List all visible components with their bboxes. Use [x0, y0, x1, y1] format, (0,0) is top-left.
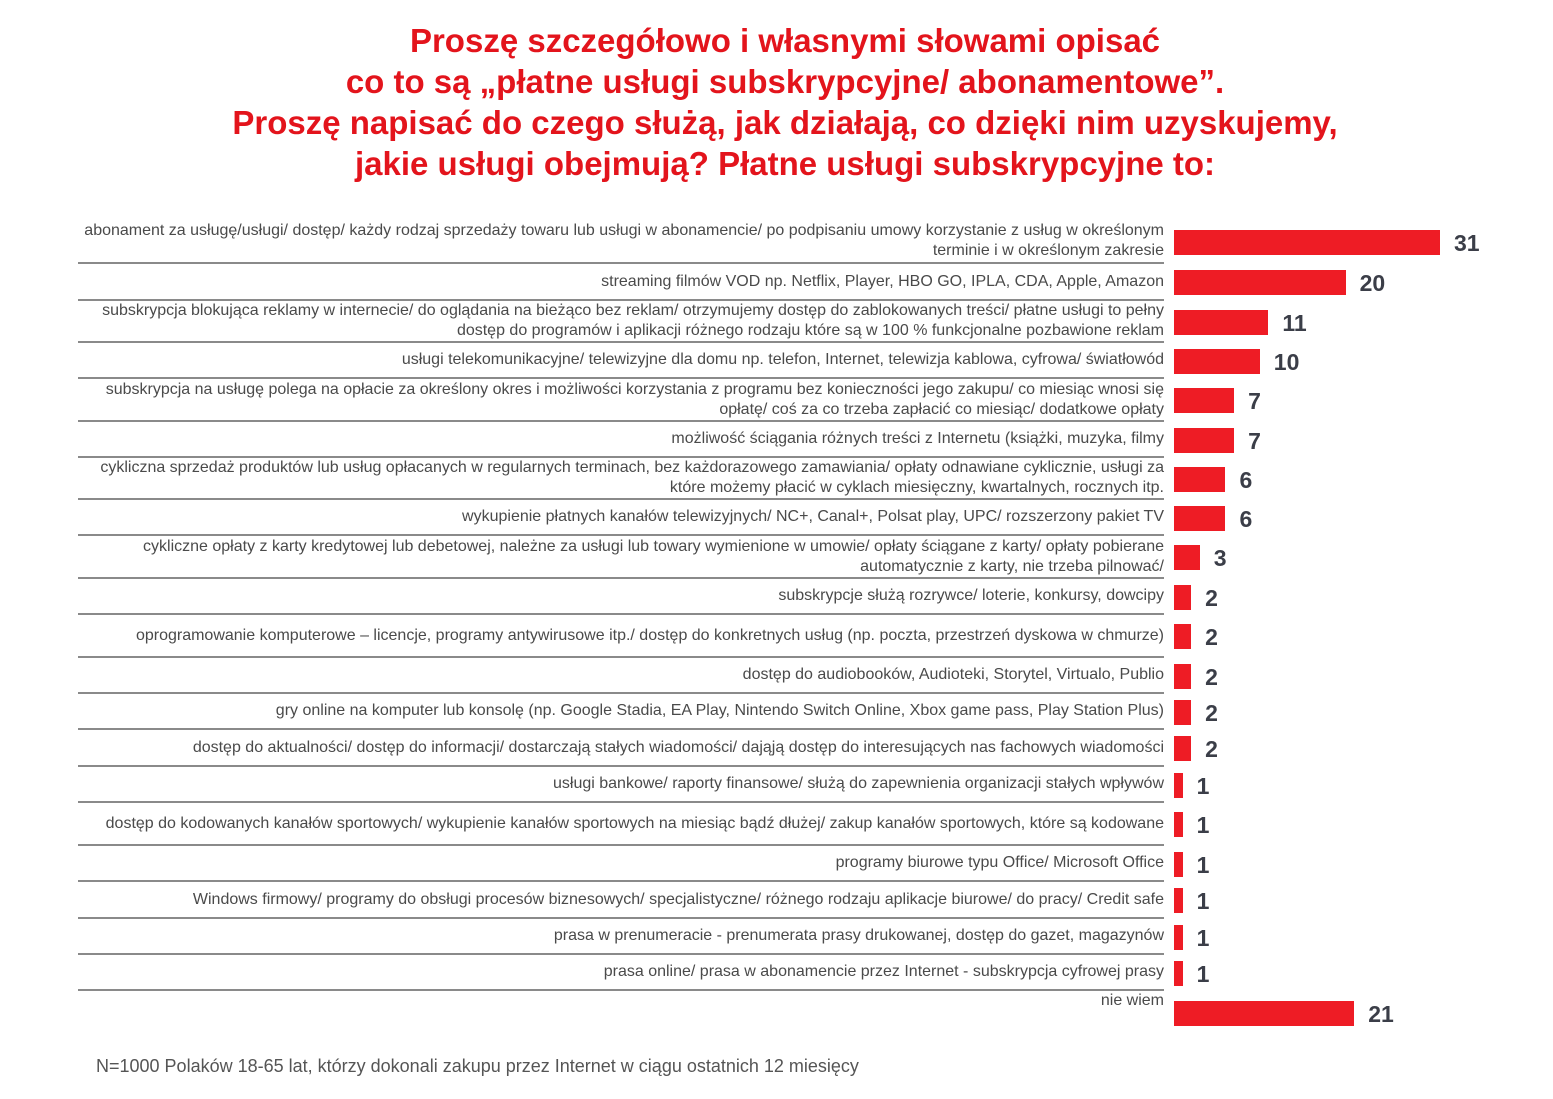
title-line: jakie usługi obejmują? Płatne usługi subskrypcyjne to: — [354, 145, 1216, 182]
bar-row — [0, 846, 1553, 882]
bar-row — [0, 882, 1553, 919]
data-label: 11 — [1282, 310, 1307, 336]
bar-row — [0, 991, 1553, 1031]
bar-row — [0, 220, 1553, 264]
bar-row — [0, 264, 1553, 301]
data-label: 7 — [1248, 428, 1261, 454]
category-label: dostęp do kodowanych kanałów sportowych/ wykupienie kanałów sportowych na miesiąc bądź dłużej/ zakup kanałów sportowych, które są kodowane — [78, 803, 1164, 846]
data-label: 1 — [1196, 961, 1210, 987]
bar — [1174, 961, 1183, 986]
category-label: subskrypcja na usługę polega na opłacie za określony okres i możliwości korzystania z programu bez konieczności jego zakupu/ co miesiąc wnosi się opłatę/ coś za co trzeba zapłacić co miesiąc/ dodatkowe opłaty — [78, 379, 1164, 422]
category-label: subskrypcje służą rozrywce/ loterie, konkursy, dowcipy — [78, 579, 1164, 615]
bar — [1174, 506, 1225, 531]
bar-row — [0, 458, 1553, 500]
bar — [1174, 428, 1234, 453]
title-line: Proszę szczegółowo i własnymi słowami opisać — [409, 22, 1161, 59]
data-label: 10 — [1273, 349, 1300, 375]
bar — [1174, 467, 1225, 492]
bar-row — [0, 500, 1553, 536]
data-label: 2 — [1205, 624, 1218, 650]
bar-row — [0, 803, 1553, 846]
category-label: cykliczne opłaty z karty kredytowej lub debetowej, należne za usługi lub towary wymienione w umowie/ opłaty ściągane z karty/ opłaty pobierane automatycznie z karty, nie trzeba pilnować/ — [78, 536, 1164, 579]
category-label: programy biurowe typu Office/ Microsoft Office — [78, 846, 1164, 882]
data-label: 2 — [1205, 664, 1218, 690]
data-label: 21 — [1368, 1001, 1394, 1027]
data-label: 1 — [1196, 773, 1210, 799]
bar-row — [0, 343, 1553, 379]
category-label: dostęp do audiobooków, Audioteki, Storytel, Virtualo, Publio — [78, 658, 1164, 694]
data-label: 1 — [1196, 852, 1210, 878]
category-label: cykliczna sprzedaż produktów lub usług opłacanych w regularnych terminach, bez każdorazowego zamawiania/ opłaty odnawiane cyklicznie, usługi za które możemy płacić w cyklach miesięczny, kwartalnych, rocznych itp. — [78, 458, 1164, 500]
bar — [1174, 925, 1183, 950]
category-label: Windows firmowy/ programy do obsługi procesów biznesowych/ specjalistyczne/ różnego rodzaju aplikacje biurowe/ do pracy/ Credit safe — [78, 882, 1164, 919]
data-label: 1 — [1196, 888, 1210, 914]
category-label: oprogramowanie komputerowe – licencje, programy antywirusowe itp./ dostęp do konkretnych usług (np. poczta, przestrzeń dyskowa w chmurze) — [78, 615, 1164, 658]
bar — [1174, 349, 1260, 374]
category-label: nie wiem — [1100, 992, 1164, 1009]
bar — [1174, 1001, 1354, 1026]
footnote: N=1000 Polaków 18-65 lat, którzy dokonali zakupu przez Internet w ciągu ostatnich 12 miesięcy — [96, 1056, 859, 1076]
data-label: 2 — [1205, 585, 1218, 611]
data-label: 1 — [1196, 925, 1210, 951]
bar-row — [0, 955, 1553, 991]
bar-row — [0, 422, 1553, 458]
category-label: abonament za usługę/usługi/ dostęp/ każdy rodzaj sprzedaży towaru lub usługi w abonamencie/ po podpisaniu umowy korzystanie z usług w określonym terminie i w określonym zakresie — [78, 220, 1164, 264]
title-line: Proszę napisać do czego służą, jak działają, co dzięki nim uzyskujemy, — [232, 104, 1338, 141]
chart-title — [100, 20, 1470, 184]
data-label: 2 — [1205, 736, 1218, 762]
bar-row — [0, 767, 1553, 803]
bar-row — [0, 615, 1553, 658]
data-label: 20 — [1359, 270, 1386, 296]
bar — [1174, 664, 1191, 689]
bar — [1174, 888, 1183, 913]
bar — [1174, 812, 1183, 837]
category-label: wykupienie płatnych kanałów telewizyjnych/ NC+, Canal+, Polsat play, UPC/ rozszerzony pakiet TV — [78, 500, 1164, 536]
data-label: 7 — [1248, 388, 1261, 414]
bar — [1174, 310, 1268, 335]
bar — [1174, 230, 1440, 255]
bar — [1174, 388, 1234, 413]
category-label: streaming filmów VOD np. Netflix, Player, HBO GO, IPLA, CDA, Apple, Amazon — [78, 264, 1164, 301]
bar-chart — [0, 220, 1553, 1035]
bar — [1174, 624, 1191, 649]
bar-row — [0, 579, 1553, 615]
bar — [1174, 852, 1183, 877]
bar-row — [0, 301, 1553, 343]
data-label: 2 — [1205, 700, 1218, 726]
title-line: co to są „płatne usługi subskrypcyjne/ abonamentowe”. — [345, 63, 1225, 100]
bar — [1174, 545, 1200, 570]
category-label: usługi bankowe/ raporty finansowe/ służą do zapewnienia organizacji stałych wpływów — [78, 767, 1164, 803]
bar-row — [0, 536, 1553, 579]
bar — [1174, 736, 1191, 761]
category-label: usługi telekomunikacyjne/ telewizyjne dla domu np. telefon, Internet, telewizja kablowa, cyfrowa/ światłowód — [78, 343, 1164, 379]
bar-row — [0, 919, 1553, 955]
bar-row — [0, 658, 1553, 694]
category-label: prasa w prenumeracie - prenumerata prasy drukowanej, dostęp do gazet, magazynów — [78, 919, 1164, 955]
bar — [1174, 700, 1191, 725]
bar-row — [0, 379, 1553, 422]
bar — [1174, 270, 1346, 295]
data-label: 6 — [1239, 467, 1253, 493]
bar — [1174, 773, 1183, 798]
data-label: 3 — [1213, 545, 1227, 571]
category-label: dostęp do aktualności/ dostęp do informacji/ dostarczają stałych wiadomości/ dająją dostęp do interesujących nas fachowych wiadomości — [78, 730, 1164, 767]
data-label: 1 — [1196, 812, 1210, 838]
bar-row — [0, 730, 1553, 767]
data-label: 6 — [1239, 506, 1253, 532]
data-label: 31 — [1454, 230, 1480, 256]
category-label: prasa online/ prasa w abonamencie przez Internet - subskrypcja cyfrowej prasy — [78, 955, 1164, 991]
category-label: subskrypcja blokująca reklamy w internecie/ do oglądania na bieżąco bez reklam/ otrzymujemy dostęp do zablokowanych treści/ płatne usługi to pełny dostęp do programów i aplikacji różnego rodzaju które są w 100 % funkcjonalne pozbawione reklam — [78, 301, 1164, 343]
bar-row — [0, 694, 1553, 730]
category-label: możliwość ściągania różnych treści z Internetu (książki, muzyka, filmy — [78, 422, 1164, 458]
category-label: gry online na komputer lub konsolę (np. Google Stadia, EA Play, Nintendo Switch Online, Xbox game pass, Play Station Plus) — [78, 694, 1164, 730]
bar — [1174, 585, 1191, 610]
